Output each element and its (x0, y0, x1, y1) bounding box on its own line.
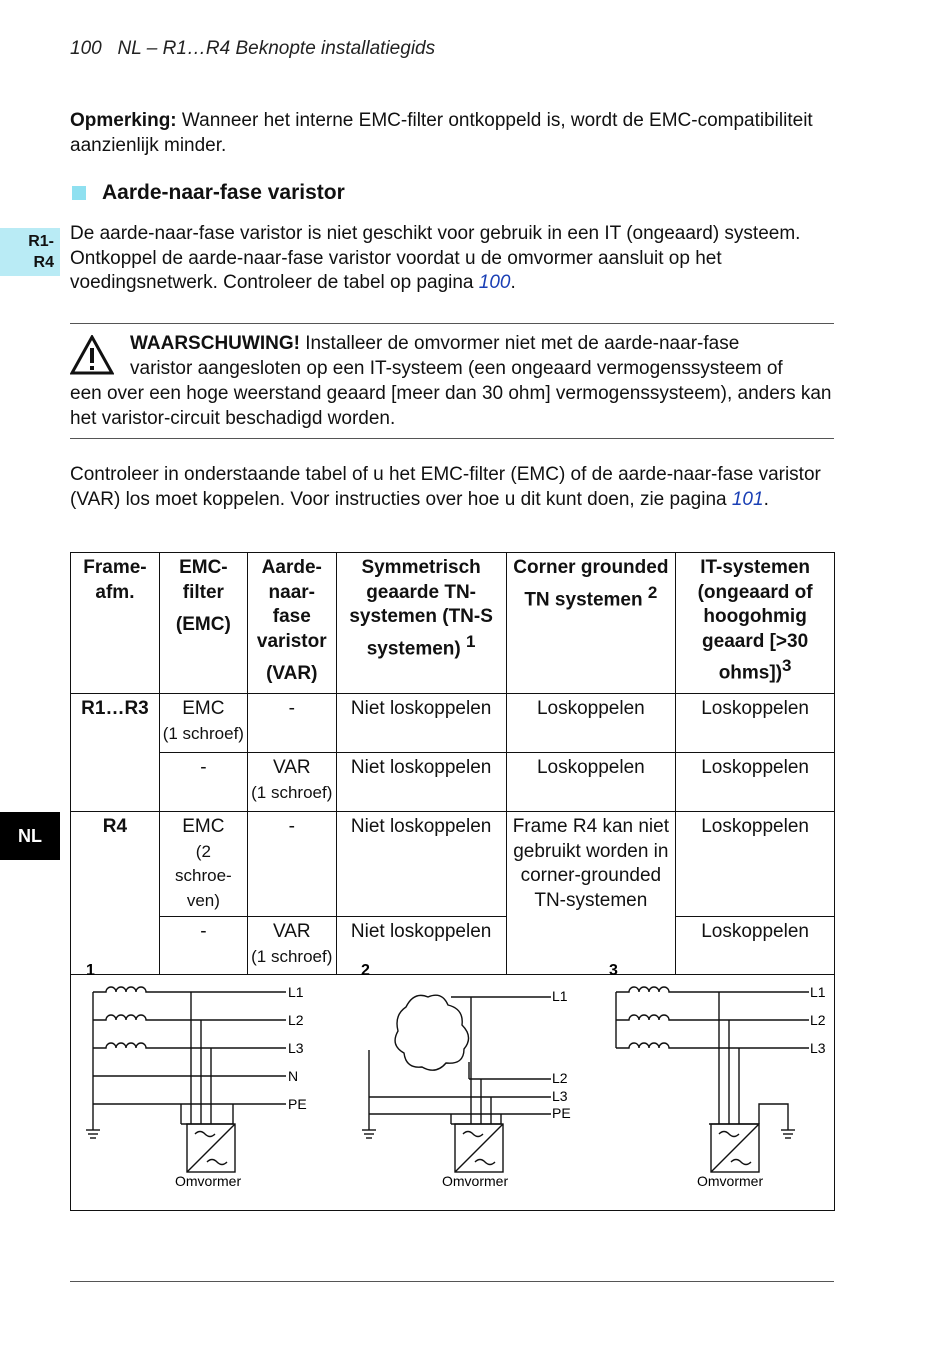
svg-text:L2: L2 (810, 1012, 826, 1028)
header-symmetric: Symmetrisch geaarde TN-systemen (TN-S systemen) $^1$ (336, 553, 506, 694)
range-tab-line1: R1- (28, 233, 54, 250)
varistor-text: De aarde-naar-fase varistor is niet geschikt voor gebruik in een IT (ongeaard) systeem. Ontkoppel de aarde-naar-fase varistor voordat u de omvormer aansluit op het voedingsnetwerk. Controleer de tabel op pagina (70, 223, 801, 293)
corner-cell: Frame R4 kan niet gebruikt worden in corner-grounded TN-systemen (506, 812, 676, 975)
varistor-paragraph (70, 222, 835, 296)
sym-cell: Niet loskoppelen (336, 753, 506, 812)
grounding-diagrams (70, 952, 835, 1211)
corner-cell: Loskoppelen (506, 753, 676, 812)
warning-block (70, 331, 835, 431)
note-paragraph (70, 109, 835, 158)
header-var: Aarde-naar-fase varistor (VAR) (247, 553, 336, 694)
warning-rest: een over een hoge weerstand geaard [meer dan 30 ohm] vermogenssysteem), anders kan het varistor-circuit beschadigd worden. (70, 383, 832, 429)
diagram-1 (86, 962, 307, 1189)
warning-line1: Installeer de omvormer niet met de aarde-naar-fase (299, 333, 740, 354)
svg-text:L1: L1 (810, 984, 826, 1000)
emc-cell: - (159, 753, 247, 812)
header-it: IT-systemen (ongeaard of hoogohmig geaard [>30 ohms])$^3$ (676, 553, 835, 694)
warning-triangle-icon (70, 335, 114, 375)
warning-line2: varistor aangesloten op een IT-systeem (een ongeaard vermogenssysteem of (130, 358, 783, 379)
var-cell: VAR (1 schroef) (247, 917, 336, 975)
svg-text:L2: L2 (552, 1070, 568, 1086)
diagram-number: 1 (86, 962, 95, 979)
emc-cell: - (159, 917, 247, 975)
svg-text:PE: PE (288, 1096, 307, 1112)
warning-top-rule (70, 323, 834, 324)
sym-cell: Niet loskoppelen (336, 812, 506, 917)
frame-cell: R1…R3 (71, 694, 160, 812)
section-heading (72, 181, 345, 205)
diagram-caption: Omvormer (697, 1173, 764, 1189)
svg-text:L2: L2 (288, 1012, 304, 1028)
it-cell: Loskoppelen (676, 753, 835, 812)
table-intro-paragraph (70, 463, 835, 512)
header-title: NL – R1…R4 Beknopte installatiegids (117, 38, 436, 59)
page-link-101[interactable]: 101 (731, 488, 764, 510)
range-tab-line2: R4 (33, 254, 54, 271)
emc-cell: EMC (1 schroef) (159, 694, 247, 753)
svg-text:L3: L3 (552, 1088, 568, 1104)
diagram-number: 3 (609, 962, 618, 979)
svg-text:N: N (288, 1068, 299, 1084)
table-intro-end: . (763, 488, 769, 510)
it-cell: Loskoppelen (676, 917, 835, 975)
svg-text:L3: L3 (288, 1040, 304, 1056)
note-text: Wanneer het interne EMC-filter ontkoppeld is, wordt de EMC-compatibiliteit aanzienlijk minder. (70, 110, 813, 156)
page-number: 100 (70, 38, 102, 59)
page-link-100[interactable]: 100 (478, 272, 511, 293)
var-cell: - (247, 812, 336, 917)
it-cell: Loskoppelen (676, 812, 835, 917)
warning-label: WAARSCHUWING! (130, 333, 300, 354)
language-tab: NL (0, 812, 60, 860)
diagrams-svg (71, 952, 836, 1211)
header-corner: Corner grounded TN systemen $^2$ (506, 553, 676, 694)
section-title: Aarde-naar-fase varistor (102, 181, 345, 204)
table-row (71, 694, 835, 753)
table-row (71, 812, 835, 917)
table-row (71, 753, 835, 812)
warning-bottom-rule (70, 438, 834, 439)
page-header (70, 38, 435, 60)
var-cell: VAR (1 schroef) (247, 753, 336, 812)
var-cell: - (247, 694, 336, 753)
diagram-caption: Omvormer (442, 1173, 509, 1189)
note-label: Opmerking: (70, 110, 177, 131)
diagram-number: 2 (361, 962, 370, 979)
it-cell: Loskoppelen (676, 694, 835, 753)
header-frame: Frame-afm. (71, 553, 160, 694)
diagram-3 (609, 962, 826, 1189)
header-emc: EMC-filter (EMC) (159, 553, 247, 694)
diagram-caption: Omvormer (175, 1173, 242, 1189)
diagram-2 (361, 962, 571, 1189)
svg-text:L1: L1 (288, 984, 304, 1000)
table-header-row (71, 553, 835, 694)
svg-text:L1: L1 (552, 988, 568, 1004)
sym-cell: Niet loskoppelen (336, 917, 506, 975)
disconnect-table (70, 552, 835, 975)
emc-cell: EMC (2 schroe-ven) (159, 812, 247, 917)
corner-cell: Loskoppelen (506, 694, 676, 753)
section-bullet-icon (72, 186, 86, 200)
varistor-text-end: . (510, 272, 516, 293)
sym-cell: Niet loskoppelen (336, 694, 506, 753)
table-intro-text: Controleer in onderstaande tabel of u het EMC-filter (EMC) of de aarde-naar-fase varistor (VAR) los moet koppelen. Voor instructies over hoe u dit kunt doen, zie pagina (70, 464, 821, 510)
svg-text:PE: PE (552, 1105, 571, 1121)
svg-text:L3: L3 (810, 1040, 826, 1056)
frame-cell: R4 (71, 812, 160, 975)
footer-rule (70, 1281, 834, 1282)
range-tab (0, 228, 60, 276)
